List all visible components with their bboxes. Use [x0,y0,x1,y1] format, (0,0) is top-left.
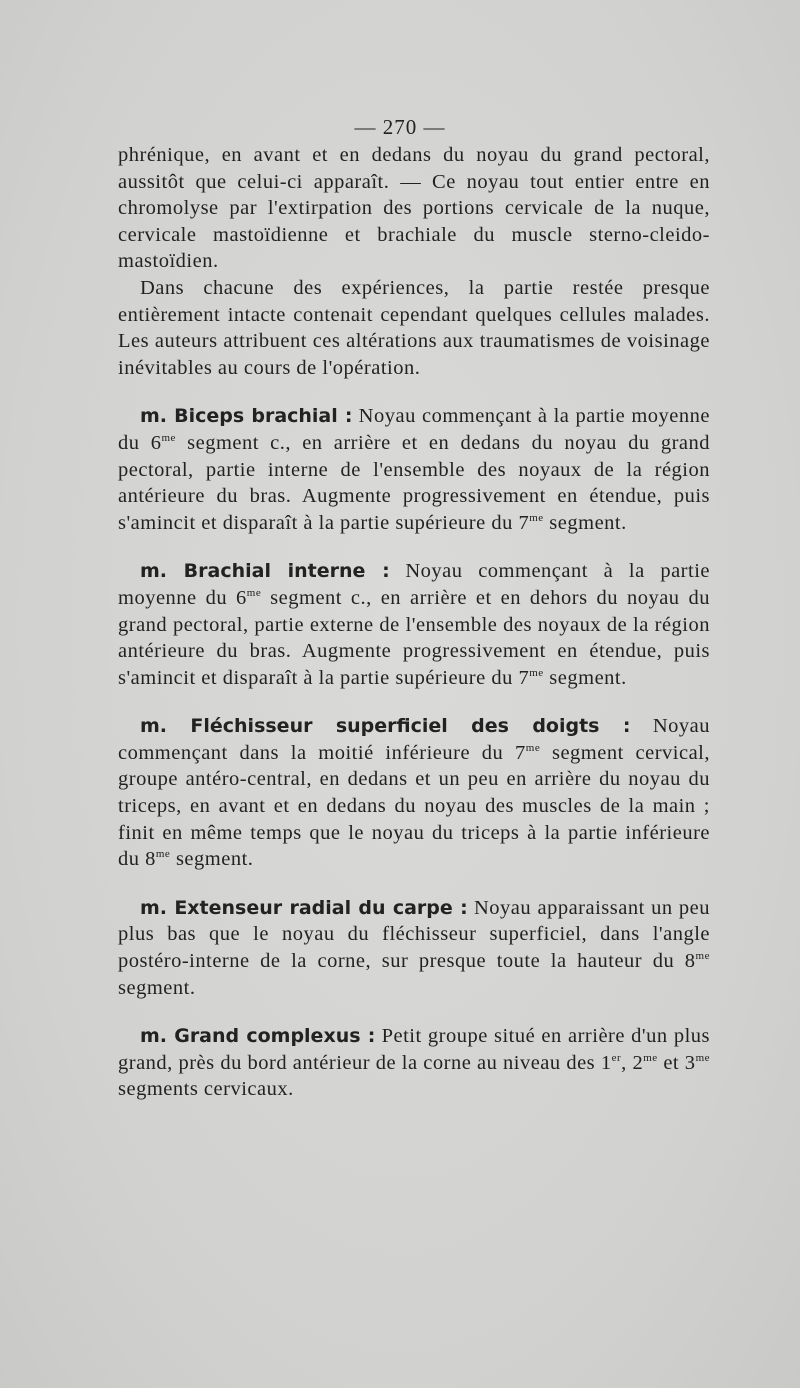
muscle-name: m. Grand complexus : [140,1025,376,1048]
muscle-name: m. Fléchisseur superficiel des doigts : [140,715,631,738]
ordinal-suffix: me [161,431,176,444]
entry-biceps-brachial [118,403,710,536]
page-number: — 270 — [354,115,446,139]
muscle-name: m. Biceps brachial : [140,405,353,428]
ordinal-suffix: me [525,741,541,754]
entry-text: segment. [170,848,254,871]
entry-text: Petit groupe situé en arrière d'un plus grand, près du bord antérieur de la corne au niveau des 1 [118,1025,711,1074]
entry-text: , 2 [621,1051,644,1074]
entry-text: segment cervical, groupe antéro-central, en dedans et un peu en arrière du noyau du triceps, en avant et en dedans du noyau des muscles de la main ; finit en même temps que le noyau du triceps à la partie inférieure du 8 [118,741,710,871]
ordinal-suffix: er [611,1051,622,1064]
muscle-name: m. Brachial interne : [140,560,390,583]
ordinal-suffix: me [643,1051,658,1064]
entry-text: segment. [543,511,627,534]
entry-text: Noyau commençant dans la moitié inférieure du 7 [118,715,710,764]
entry-text: segment. [543,666,627,689]
entry-text: segment. [118,976,196,999]
entry-text: Noyau commençant à la partie moyenne du 6 [118,560,710,609]
ordinal-suffix: me [529,511,544,524]
ordinal-suffix: me [529,666,544,679]
entry-flechisseur-superficiel [118,713,710,873]
ordinal-suffix: me [695,950,710,963]
entry-text: segment c., en arrière et en dedans du noyau du grand pectoral, partie interne de l'ensemble des noyaux de la région antérieure du bras. Augmente progressivement en étendue, puis s'amincit et disparaît à la partie supérieure du 7 [118,431,711,534]
entry-extenseur-radial [118,895,710,1001]
ordinal-suffix: me [695,1051,711,1064]
entry-text: segment c., en arrière et en dehors du noyau du grand pectoral, partie externe de l'ensemble des noyaux de la région antérieure du bras. Augmente progressivement en étendue, puis s'amincit et disparaît à la partie supérieure du 7 [118,586,710,689]
ordinal-suffix: me [246,586,262,599]
entry-text: segments cervicaux. [118,1078,294,1101]
muscle-name: m. Extenseur radial du carpe : [140,896,468,919]
entry-brachial-interne [118,558,710,691]
intro-paragraph-1: phrénique, en avant et en dedans du noyau du grand pectoral, aussitôt que celui-ci apparaît. — Ce noyau tout entier entre en chromolyse par l'extirpation des portions cervicale de la nuque, cervicale mastoïdienne et brachiale du muscle sterno-cleido-mastoïdien. [118,144,710,273]
entry-text: Noyau commençant à la partie moyenne du 6 [118,405,710,454]
entry-text: et 3 [657,1051,696,1074]
entry-grand-complexus [118,1023,710,1103]
page-body [118,142,710,1103]
intro-paragraph-2: Dans chacune des expériences, la partie restée presque entièrement intacte contenait cependant quelques cellules malades. Les auteurs attribuent ces altérations aux traumatismes de voisinage inévitables au cours de l'opération. [118,276,710,379]
entry-text: Noyau apparaissant un peu plus bas que le noyau du fléchisseur superficiel, dans l'angle postéro-interne de la corne, sur presque toute la hauteur du 8 [118,896,711,973]
ordinal-suffix: me [155,848,171,861]
